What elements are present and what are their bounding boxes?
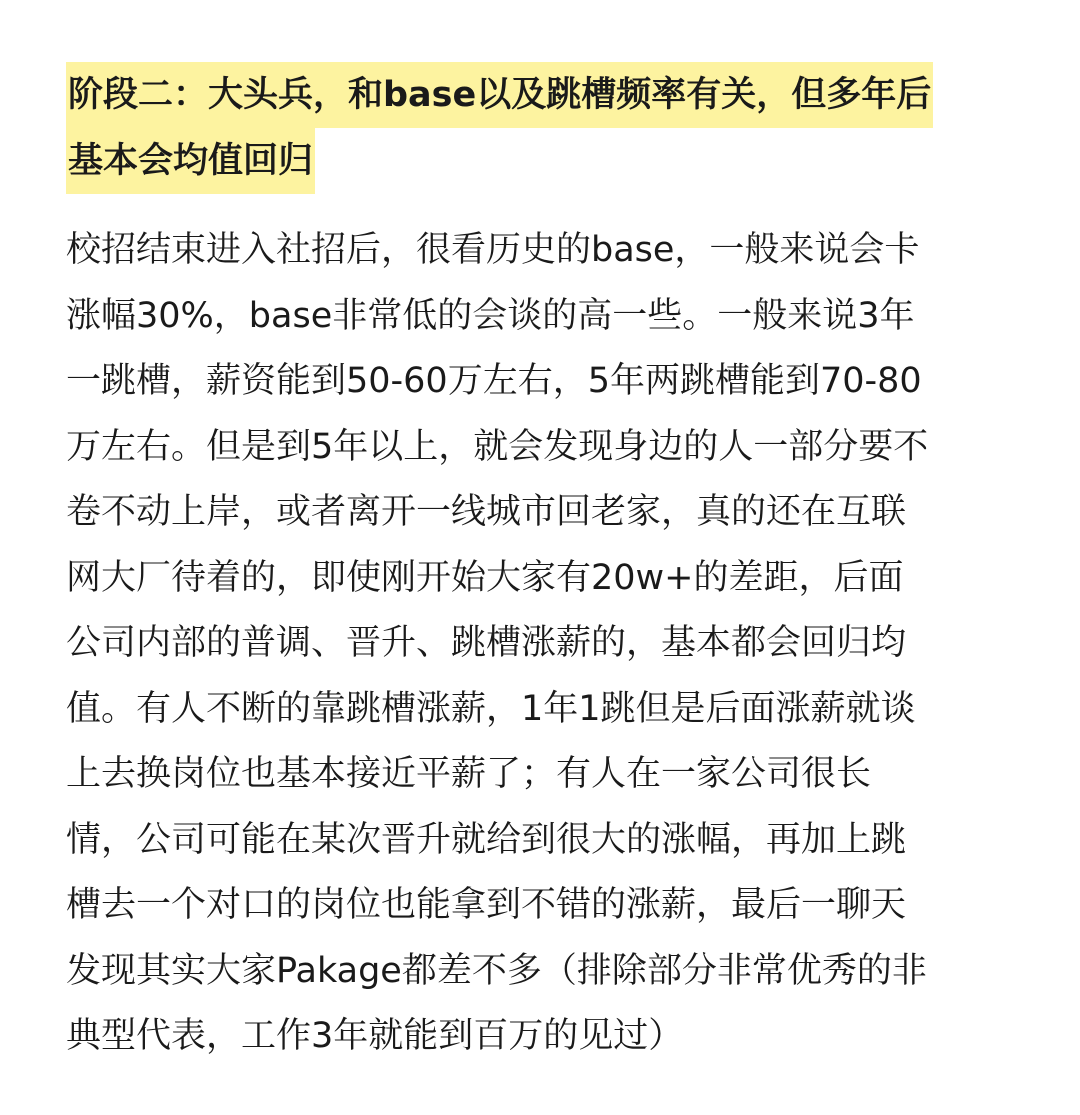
paragraph-line: 公司内部的普调、晋升、跳槽涨薪的，基本都会回归均 [66, 623, 907, 663]
body-paragraph [66, 218, 1016, 1070]
paragraph-line: 发现其实大家Pakage都差不多（排除部分非常优秀的非 [66, 950, 927, 991]
paragraph-line: 涨幅30%，base非常低的会谈的高一些。一般来说3年 [66, 295, 915, 336]
paragraph-line: 校招结束进入社招后，很看历史的base，一般来说会卡 [66, 230, 920, 270]
paragraph-line: 一跳槽，薪资能到50-60万左右，5年两跳槽能到70-80 [66, 361, 922, 401]
paragraph-line: 典型代表，工作3年就能到百万的见过） [66, 1016, 684, 1056]
paragraph-line: 万左右。但是到5年以上，就会发现身边的人一部分要不 [66, 426, 929, 467]
paragraph-line: 槽去一个对口的岗位也能拿到不错的涨薪，最后一聊天 [66, 885, 907, 925]
article [66, 62, 1016, 1070]
paragraph-line: 情，公司可能在某次晋升就给到很大的涨幅，再加上跳 [66, 819, 907, 860]
heading-line: 基本会均值回归 [66, 128, 315, 194]
heading-line: 阶段二：大头兵，和base以及跳槽频率有关，但多年后 [66, 62, 933, 128]
paragraph-line: 值。有人不断的靠跳槽涨薪，1年1跳但是后面涨薪就谈 [66, 688, 916, 729]
paragraph-line: 网大厂待着的，即使刚开始大家有20w+的差距，后面 [66, 557, 904, 598]
paragraph-line: 上去换岗位也基本接近平薪了；有人在一家公司很长 [66, 754, 872, 794]
section-heading [66, 62, 1016, 194]
paragraph-line: 卷不动上岸，或者离开一线城市回老家，真的还在互联 [66, 492, 907, 532]
